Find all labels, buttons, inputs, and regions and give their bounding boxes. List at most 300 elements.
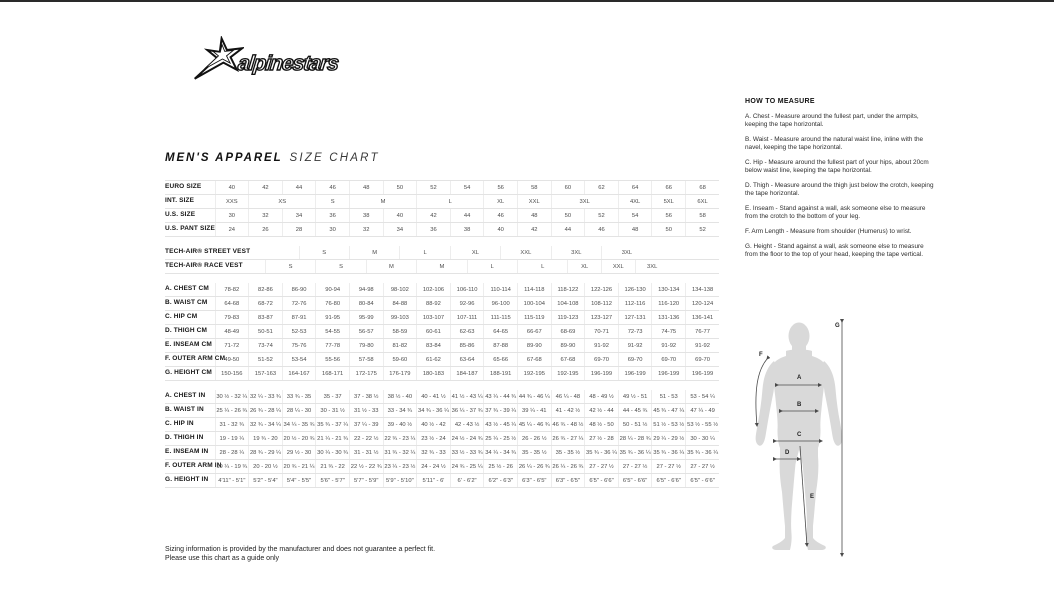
size-cell: 33 ¾ - 35 (282, 390, 316, 404)
size-cell: 33 ½ - 33 ¾ (450, 446, 484, 460)
size-cell: 28 ¼ - 28 ¾ (618, 432, 652, 446)
footer-line-1: Sizing information is provided by the manufacturer and does not guarantee a perfect fit. (165, 546, 436, 553)
body-diagram (742, 316, 964, 575)
size-cell: 44 (282, 181, 316, 195)
size-cell: 40 (215, 181, 249, 195)
size-cell: 196-199 (618, 367, 652, 381)
size-cell: 91-92 (618, 339, 652, 353)
row-label: F. OUTER ARM CM (165, 353, 215, 367)
size-cell: M (349, 246, 399, 260)
size-cell: L (517, 260, 567, 274)
footer-disclaimer (165, 545, 435, 563)
size-cell: 196-199 (686, 367, 720, 381)
how-to-measure-title: HOW TO MEASURE (745, 98, 815, 105)
size-cell: 68 (686, 181, 720, 195)
size-cell: 36 ¼ - 37 ¾ (450, 404, 484, 418)
size-cell: 35 - 35 ½ (551, 446, 585, 460)
size-cell: 54 (450, 181, 484, 195)
row-label: TECH-AIR® STREET VEST (165, 246, 299, 260)
size-cell: 28 (282, 223, 316, 237)
size-cell: 46 ¾ - 48 ½ (551, 418, 585, 432)
size-cell: 3XL (551, 195, 618, 209)
row-label: F. OUTER ARM IN (165, 460, 215, 474)
size-cell: 26 (249, 223, 283, 237)
size-cell: 21 ¼ - 21 ¾ (316, 432, 350, 446)
size-cell: 22 ¾ - 23 ¼ (383, 432, 417, 446)
size-cell: 6XL (686, 195, 720, 209)
size-cell: 40 - 41 ½ (417, 390, 451, 404)
size-cell: 79-80 (349, 339, 383, 353)
size-cell: 44 - 45 ¾ (618, 404, 652, 418)
size-cell: 119-123 (551, 311, 585, 325)
size-cell: 30 (215, 209, 249, 223)
size-cell: 19 ¾ - 20 (249, 432, 283, 446)
size-cell: 67-68 (551, 353, 585, 367)
size-cell: 56 (484, 181, 518, 195)
size-cell: 27 - 27 ½ (618, 460, 652, 474)
size-cell: 58 (517, 181, 551, 195)
size-cell: 38 ½ - 40 (383, 390, 417, 404)
size-cell: 19 - 19 ¼ (215, 432, 249, 446)
table-row (165, 283, 719, 297)
size-cell: 24 ½ - 24 ¾ (450, 432, 484, 446)
size-cell: 48 (618, 223, 652, 237)
size-chart-table (165, 180, 719, 488)
how-to-measure-section (745, 98, 935, 266)
size-cell: 39 - 40 ½ (383, 418, 417, 432)
size-cell: 30 ½ - 32 ¼ (215, 390, 249, 404)
size-cell: 32 ¾ - 33 (417, 446, 451, 460)
size-cell: 77-78 (316, 339, 350, 353)
size-cell: 94-98 (349, 283, 383, 297)
measure-instruction: C. Hip - Measure around the fullest part of your hips, about 20cm below waist line, keeping the tape horizontal. (745, 159, 929, 174)
table-row (165, 404, 719, 418)
size-cell: 53 - 54 ¼ (686, 390, 720, 404)
size-cell: XL (484, 195, 518, 209)
size-cell: 61-62 (417, 353, 451, 367)
size-cell: 67-68 (517, 353, 551, 367)
size-cell: 72-76 (282, 297, 316, 311)
measure-label-f: F (759, 352, 763, 358)
size-cell: 20 ¾ - 21 ¼ (282, 460, 316, 474)
table-row (165, 195, 719, 209)
size-cell: 24 (215, 223, 249, 237)
size-cell: 34 ¼ - 35 ¾ (282, 418, 316, 432)
size-cell: 50-51 (249, 325, 283, 339)
alpinestars-wordmark: alpinestars (236, 52, 340, 75)
size-cell: 37 - 38 ½ (349, 390, 383, 404)
size-cell: 24 - 24 ½ (417, 460, 451, 474)
size-cell: 110-114 (484, 283, 518, 297)
size-cell: 107-111 (450, 311, 484, 325)
size-cell: 157-163 (249, 367, 283, 381)
size-cell: 87-88 (484, 339, 518, 353)
size-cell: 5'2" - 5'4" (249, 474, 283, 488)
size-cell: 6'5" - 6'6" (618, 474, 652, 488)
row-label: A. CHEST IN (165, 390, 215, 404)
size-cell: 69-70 (618, 353, 652, 367)
row-label: C. HIP CM (165, 311, 215, 325)
size-cell: 34 (282, 209, 316, 223)
row-label: E. INSEAM CM (165, 339, 215, 353)
size-cell: 42 ½ - 44 (585, 404, 619, 418)
size-cell: 64-68 (215, 297, 249, 311)
row-label: B. WAIST IN (165, 404, 215, 418)
size-cell: XL (568, 260, 602, 274)
size-cell: 69-70 (585, 353, 619, 367)
size-cell: 22 ½ - 22 ¾ (349, 460, 383, 474)
size-cell: 35 ¾ - 37 ¼ (316, 418, 350, 432)
size-cell: 103-107 (417, 311, 451, 325)
size-cell: 98-102 (383, 283, 417, 297)
size-cell: 6'5" - 6'6" (652, 474, 686, 488)
size-cell: 35 ¾ - 36 ¼ (585, 446, 619, 460)
size-cell: 87-91 (282, 311, 316, 325)
size-cell: 76-80 (316, 297, 350, 311)
size-cell: 40 (484, 223, 518, 237)
row-label: C. HIP IN (165, 418, 215, 432)
size-cell: 3XL (602, 246, 652, 260)
size-cell: 196-199 (652, 367, 686, 381)
size-cell: 196-199 (585, 367, 619, 381)
window-top-edge (0, 0, 1054, 2)
size-cell: 48 (517, 209, 551, 223)
size-table-body (165, 181, 719, 488)
size-cell: 26 ¼ - 26 ¾ (517, 460, 551, 474)
size-cell: 55-56 (316, 353, 350, 367)
size-cell: 20 ½ - 20 ¾ (282, 432, 316, 446)
size-cell: 6' - 6'2" (450, 474, 484, 488)
size-cell: 188-191 (484, 367, 518, 381)
size-cell: 43 ½ - 45 ¼ (484, 418, 518, 432)
size-cell: 75-76 (282, 339, 316, 353)
section-gap (165, 237, 719, 247)
size-cell: 85-86 (450, 339, 484, 353)
size-cell: 68-69 (551, 325, 585, 339)
row-label: G. HEIGHT IN (165, 474, 215, 488)
size-cell: 32 ¾ - 34 ¼ (249, 418, 283, 432)
size-cell: 168-171 (316, 367, 350, 381)
size-cell: 27 - 27 ½ (585, 460, 619, 474)
size-cell: 91-92 (686, 339, 720, 353)
size-cell: 5'7" - 5'9" (349, 474, 383, 488)
size-cell: 33 - 34 ¾ (383, 404, 417, 418)
size-cell: 41 ½ - 43 ¼ (450, 390, 484, 404)
size-cell: 131-136 (652, 311, 686, 325)
size-cell: 126-130 (618, 283, 652, 297)
size-cell: 116-120 (652, 297, 686, 311)
size-cell: 28 - 28 ¼ (215, 446, 249, 460)
size-cell: 23 ½ - 24 (417, 432, 451, 446)
size-cell: 42 (517, 223, 551, 237)
table-row (165, 260, 719, 274)
size-cell: 92-96 (450, 297, 484, 311)
table-row (165, 339, 719, 353)
size-cell: 53-54 (282, 353, 316, 367)
table-row (165, 297, 719, 311)
size-cell: 43 ¼ - 44 ¾ (484, 390, 518, 404)
size-cell: 48-49 (215, 325, 249, 339)
size-cell: 65-66 (484, 353, 518, 367)
size-cell: 95-99 (349, 311, 383, 325)
size-cell: 108-112 (585, 297, 619, 311)
size-cell: 48 - 49 ½ (585, 390, 619, 404)
size-cell: 39 ¼ - 41 (517, 404, 551, 418)
size-cell: 60-61 (417, 325, 451, 339)
size-cell: 34 ¼ - 34 ¾ (484, 446, 518, 460)
size-cell: 57-58 (349, 353, 383, 367)
size-cell: 56 (652, 209, 686, 223)
size-cell: 51 - 53 (652, 390, 686, 404)
size-cell: 46 (316, 181, 350, 195)
size-cell: 29 ¼ - 29 ½ (652, 432, 686, 446)
size-cell: 5'6" - 5'7" (316, 474, 350, 488)
size-cell: XS (249, 195, 316, 209)
measure-instruction: A. Chest - Measure around the fullest part, under the armpits, keeping the tape horizontal. (745, 113, 919, 128)
table-row (165, 311, 719, 325)
page-title-light: SIZE CHART (289, 152, 380, 164)
size-cell: 46 (484, 209, 518, 223)
size-cell: 83-87 (249, 311, 283, 325)
size-cell: 192-195 (517, 367, 551, 381)
size-cell: 176-179 (383, 367, 417, 381)
table-row (165, 474, 719, 488)
size-cell: 40 (383, 209, 417, 223)
size-cell: 26 ¾ - 28 ¼ (249, 404, 283, 418)
size-cell: M (417, 260, 467, 274)
size-cell: 86-90 (282, 283, 316, 297)
measure-label-g: G (835, 323, 840, 329)
size-cell: 60 (551, 181, 585, 195)
footer-line-2: Please use this chart as a guide only (165, 555, 280, 562)
size-cell: 26 - 26 ½ (517, 432, 551, 446)
size-cell: 52 (686, 223, 720, 237)
size-cell: 38 (349, 209, 383, 223)
table-row (165, 418, 719, 432)
table-row (165, 325, 719, 339)
section-gap (165, 274, 719, 284)
size-cell: 50 (551, 209, 585, 223)
measure-label-c: C (797, 432, 802, 438)
size-cell: 6'3" - 6'5" (551, 474, 585, 488)
size-cell: 54 (618, 209, 652, 223)
size-cell: 6'5" - 6'6" (686, 474, 720, 488)
size-cell: 82-86 (249, 283, 283, 297)
size-cell: XXL (501, 246, 551, 260)
size-cell: 134-138 (686, 283, 720, 297)
size-cell: 44 ¾ - 46 ¼ (517, 390, 551, 404)
size-cell: 52 (417, 181, 451, 195)
size-cell: 24 ¾ - 25 ¼ (450, 460, 484, 474)
size-cell: 35 ¾ - 36 ¼ (652, 446, 686, 460)
size-cell: 19 ¼ - 19 ¾ (215, 460, 249, 474)
size-cell: 89-90 (517, 339, 551, 353)
measure-instruction: F. Arm Length - Measure from shoulder (Humerus) to wrist. (745, 228, 912, 235)
size-cell: 84-88 (383, 297, 417, 311)
size-cell: 34 (383, 223, 417, 237)
size-cell: 31 - 32 ¾ (215, 418, 249, 432)
size-cell: 70-71 (585, 325, 619, 339)
size-cell: 49-50 (215, 353, 249, 367)
size-cell: 27 - 27 ½ (652, 460, 686, 474)
size-cell: 51-52 (249, 353, 283, 367)
size-cell: 27 ½ - 28 (585, 432, 619, 446)
size-cell: 46 (585, 223, 619, 237)
size-cell: 34 ¾ - 36 ¼ (417, 404, 451, 418)
size-cell: 36 (417, 223, 451, 237)
row-label: TECH-AIR® RACE VEST (165, 260, 265, 274)
size-cell: 71-72 (215, 339, 249, 353)
size-cell: 5XL (652, 195, 686, 209)
size-cell: 53 ½ - 55 ½ (686, 418, 720, 432)
row-label: D. THIGH IN (165, 432, 215, 446)
size-cell: 6'2" - 6'3" (484, 474, 518, 488)
size-cell: 123-127 (585, 311, 619, 325)
size-cell: 35 ¾ - 36 ¼ (686, 446, 720, 460)
size-cell: 42 - 43 ½ (450, 418, 484, 432)
size-cell: 4XL (618, 195, 652, 209)
size-cell: S (316, 195, 350, 209)
size-cell: 32 (349, 223, 383, 237)
size-cell: 192-195 (551, 367, 585, 381)
size-cell: 104-108 (551, 297, 585, 311)
how-to-measure-items (745, 113, 935, 259)
size-cell: 106-110 (450, 283, 484, 297)
size-cell: 66 (652, 181, 686, 195)
size-cell: 64 (618, 181, 652, 195)
size-chart-table-container (165, 180, 719, 488)
table-row (165, 460, 719, 474)
size-cell: 62 (585, 181, 619, 195)
size-cell: 40 ½ - 42 (417, 418, 451, 432)
measure-label-d: D (785, 450, 790, 456)
row-label: EURO SIZE (165, 181, 215, 195)
size-cell: 6'3" - 6'5" (517, 474, 551, 488)
table-row (165, 209, 719, 223)
size-cell: 37 ¾ - 39 ¼ (484, 404, 518, 418)
empty-cell (652, 246, 719, 260)
size-cell: 115-119 (517, 311, 551, 325)
size-cell: XXL (602, 260, 636, 274)
size-cell: 45 ¼ - 46 ¾ (517, 418, 551, 432)
size-cell: 6'5" - 6'6" (585, 474, 619, 488)
size-cell: 3XL (635, 260, 669, 274)
size-cell: XL (450, 246, 500, 260)
size-cell: S (299, 246, 349, 260)
size-cell: 38 (450, 223, 484, 237)
table-row (165, 353, 719, 367)
size-cell: XXL (517, 195, 551, 209)
size-cell: 180-183 (417, 367, 451, 381)
size-cell: 74-75 (652, 325, 686, 339)
size-cell: 30 - 31 ½ (316, 404, 350, 418)
size-cell: 111-115 (484, 311, 518, 325)
size-cell: 3XL (551, 246, 601, 260)
size-cell: 5'4" - 5'5" (282, 474, 316, 488)
size-cell: 68-72 (249, 297, 283, 311)
size-cell: 78-82 (215, 283, 249, 297)
size-cell: 37 ¼ - 39 (349, 418, 383, 432)
size-cell: 172-175 (349, 367, 383, 381)
size-cell: 59-60 (383, 353, 417, 367)
empty-cell (669, 260, 719, 274)
size-cell: 4'11" - 5'1" (215, 474, 249, 488)
measure-instruction: D. Thigh - Measure around the thigh just below the crotch, keeping the tape horizontal. (745, 182, 934, 197)
size-cell: 25 ¼ - 26 ¾ (215, 404, 249, 418)
size-cell: 79-83 (215, 311, 249, 325)
size-cell: 36 (316, 209, 350, 223)
size-cell: 30 ¼ - 30 ¾ (316, 446, 350, 460)
size-cell: 21 ¾ - 22 (316, 460, 350, 474)
size-cell: 32 ¼ - 33 ¾ (249, 390, 283, 404)
size-cell: 81-82 (383, 339, 417, 353)
size-cell: 23 ¼ - 23 ½ (383, 460, 417, 474)
size-cell: 130-134 (652, 283, 686, 297)
table-row (165, 181, 719, 195)
size-cell: 26 ¾ - 27 ¼ (551, 432, 585, 446)
table-row (165, 432, 719, 446)
size-cell: 64-65 (484, 325, 518, 339)
size-cell: 120-124 (686, 297, 720, 311)
size-cell: 45 ¾ - 47 ¼ (652, 404, 686, 418)
size-cell: 50 (383, 181, 417, 195)
size-cell: 32 (249, 209, 283, 223)
row-label: D. THIGH CM (165, 325, 215, 339)
size-cell: 118-122 (551, 283, 585, 297)
size-cell: 52-53 (282, 325, 316, 339)
size-cell: 122-126 (585, 283, 619, 297)
size-cell: 91-92 (652, 339, 686, 353)
row-label: B. WAIST CM (165, 297, 215, 311)
measure-label-a: A (797, 375, 802, 381)
measure-instruction: B. Waist - Measure around the natural waist line, inline with the navel, keeping the tape horizontal. (745, 136, 924, 151)
size-cell: 51 ½ - 53 ½ (652, 418, 686, 432)
size-cell: L (417, 195, 484, 209)
size-cell: 91-92 (585, 339, 619, 353)
size-cell: 31 ½ - 33 (349, 404, 383, 418)
page-title (165, 148, 380, 166)
table-row (165, 367, 719, 381)
row-label: U.S. SIZE (165, 209, 215, 223)
size-cell: 150-156 (215, 367, 249, 381)
row-label: INT. SIZE (165, 195, 215, 209)
measure-instruction: G. Height - Stand against a wall, ask someone else to measure from the floor to the top of your head, keeping the tape vertical. (745, 243, 924, 258)
size-cell: 35 - 35 ½ (517, 446, 551, 460)
size-cell: 41 - 42 ½ (551, 404, 585, 418)
size-cell: 63-64 (450, 353, 484, 367)
table-row (165, 223, 719, 237)
size-cell: 48 (349, 181, 383, 195)
size-cell: L (400, 246, 450, 260)
size-cell: 44 (450, 209, 484, 223)
size-cell: 184-187 (450, 367, 484, 381)
size-cell: L (467, 260, 517, 274)
size-cell: XXS (215, 195, 249, 209)
size-cell: 96-100 (484, 297, 518, 311)
table-row (165, 446, 719, 460)
measure-label-b: B (797, 402, 802, 408)
size-cell: 58 (686, 209, 720, 223)
size-cell: 69-70 (686, 353, 720, 367)
size-cell: 73-74 (249, 339, 283, 353)
size-cell: 42 (417, 209, 451, 223)
size-cell: 5'9" - 5'10" (383, 474, 417, 488)
table-row (165, 246, 719, 260)
alpinestars-logo (192, 36, 338, 82)
size-cell: 25 ¼ - 25 ½ (484, 432, 518, 446)
size-cell: 35 - 37 (316, 390, 350, 404)
size-cell: 46 ¼ - 48 (551, 390, 585, 404)
